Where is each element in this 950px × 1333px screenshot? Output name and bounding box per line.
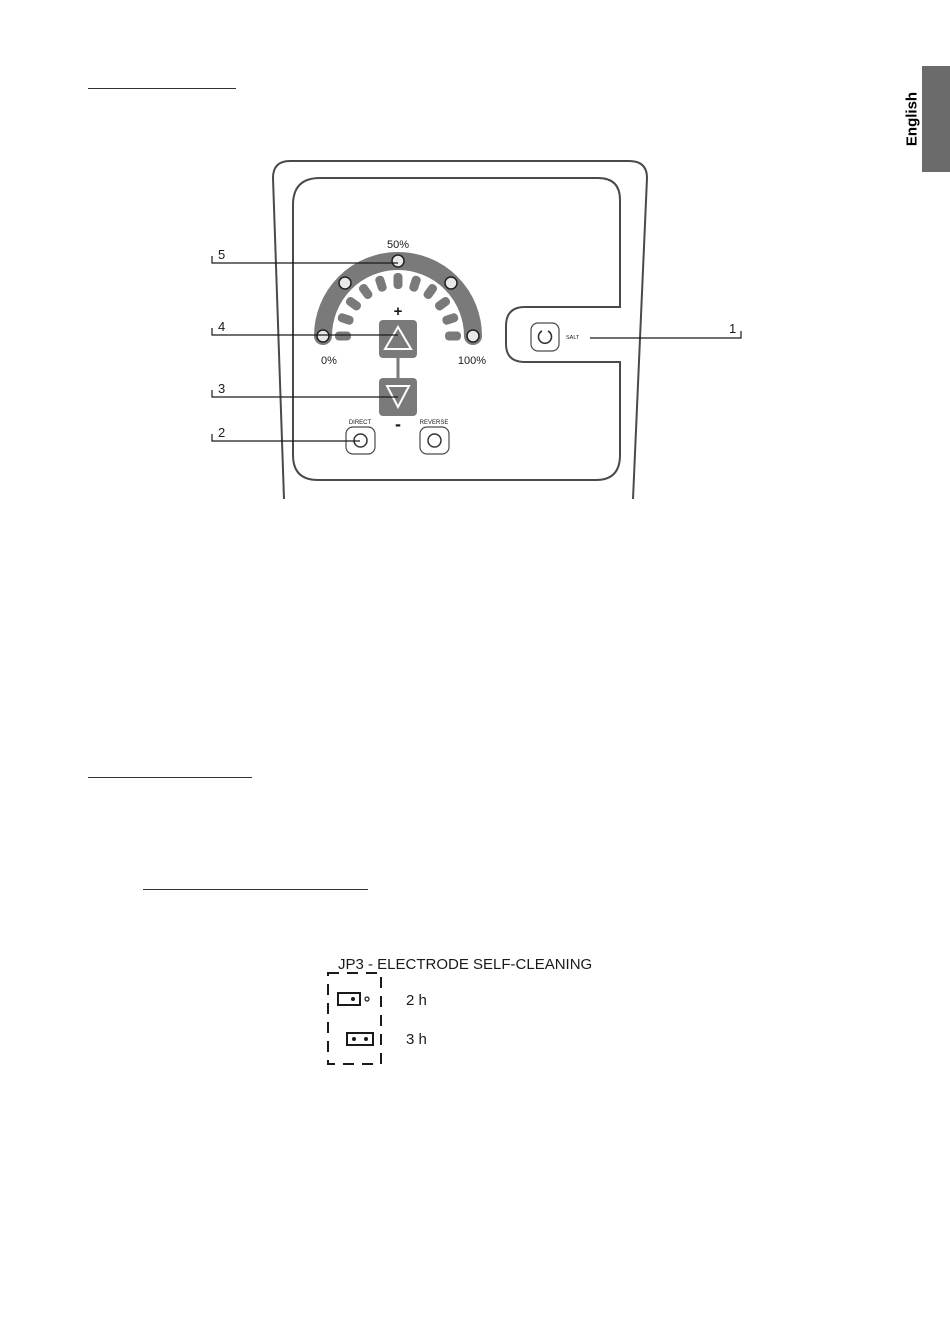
subsection-heading-rule — [143, 889, 368, 890]
led-segment — [394, 273, 403, 289]
jumper-dashed-frame — [328, 973, 381, 1064]
scale-label-max: 100% — [457, 355, 487, 367]
led-segment — [408, 275, 422, 293]
salt-label: SALT — [566, 335, 580, 341]
jumper-option-3h-label: 3 h — [406, 1031, 427, 1048]
jumper-option-2h-label: 2 h — [406, 992, 427, 1009]
callout-2: 2 — [218, 425, 226, 440]
language-tab-label: English — [903, 91, 921, 147]
reverse-button-label: REVERSE — [419, 420, 449, 426]
callout-3: 3 — [218, 381, 226, 396]
led-segment — [337, 312, 355, 326]
led-segment — [374, 275, 388, 293]
level-indicator-dot — [467, 330, 479, 342]
jumper-option-2h-icon — [338, 993, 369, 1005]
level-indicator-dot — [392, 255, 404, 267]
plus-symbol: + — [393, 303, 403, 320]
scale-label-min: 0% — [321, 355, 337, 367]
control-panel-diagram — [0, 0, 950, 520]
panel-face-outline — [293, 178, 620, 480]
minus-symbol: - — [395, 414, 401, 434]
callout-leaders — [212, 256, 741, 441]
jumper-title: JP3 - ELECTRODE SELF-CLEANING — [338, 956, 593, 973]
level-indicator-dot — [317, 330, 329, 342]
callout-4: 4 — [218, 319, 226, 334]
level-indicator-dot — [339, 277, 351, 289]
reverse-button[interactable] — [420, 427, 449, 454]
level-indicator-dot — [445, 277, 457, 289]
led-segment — [344, 295, 362, 312]
direct-button-label: DIRECT — [348, 420, 372, 426]
led-segment — [357, 282, 374, 300]
salt-indicator — [531, 323, 559, 351]
led-segment — [422, 282, 439, 300]
led-segment — [433, 295, 451, 312]
led-segment — [441, 312, 459, 326]
callout-5: 5 — [218, 247, 226, 262]
led-segment — [335, 332, 351, 341]
scale-label-mid: 50% — [386, 239, 410, 251]
section-heading-rule-2 — [88, 777, 252, 778]
increase-button[interactable] — [379, 320, 417, 358]
callout-1: 1 — [729, 321, 737, 336]
led-segment — [445, 332, 461, 341]
jumper-option-3h-icon — [347, 1033, 373, 1045]
